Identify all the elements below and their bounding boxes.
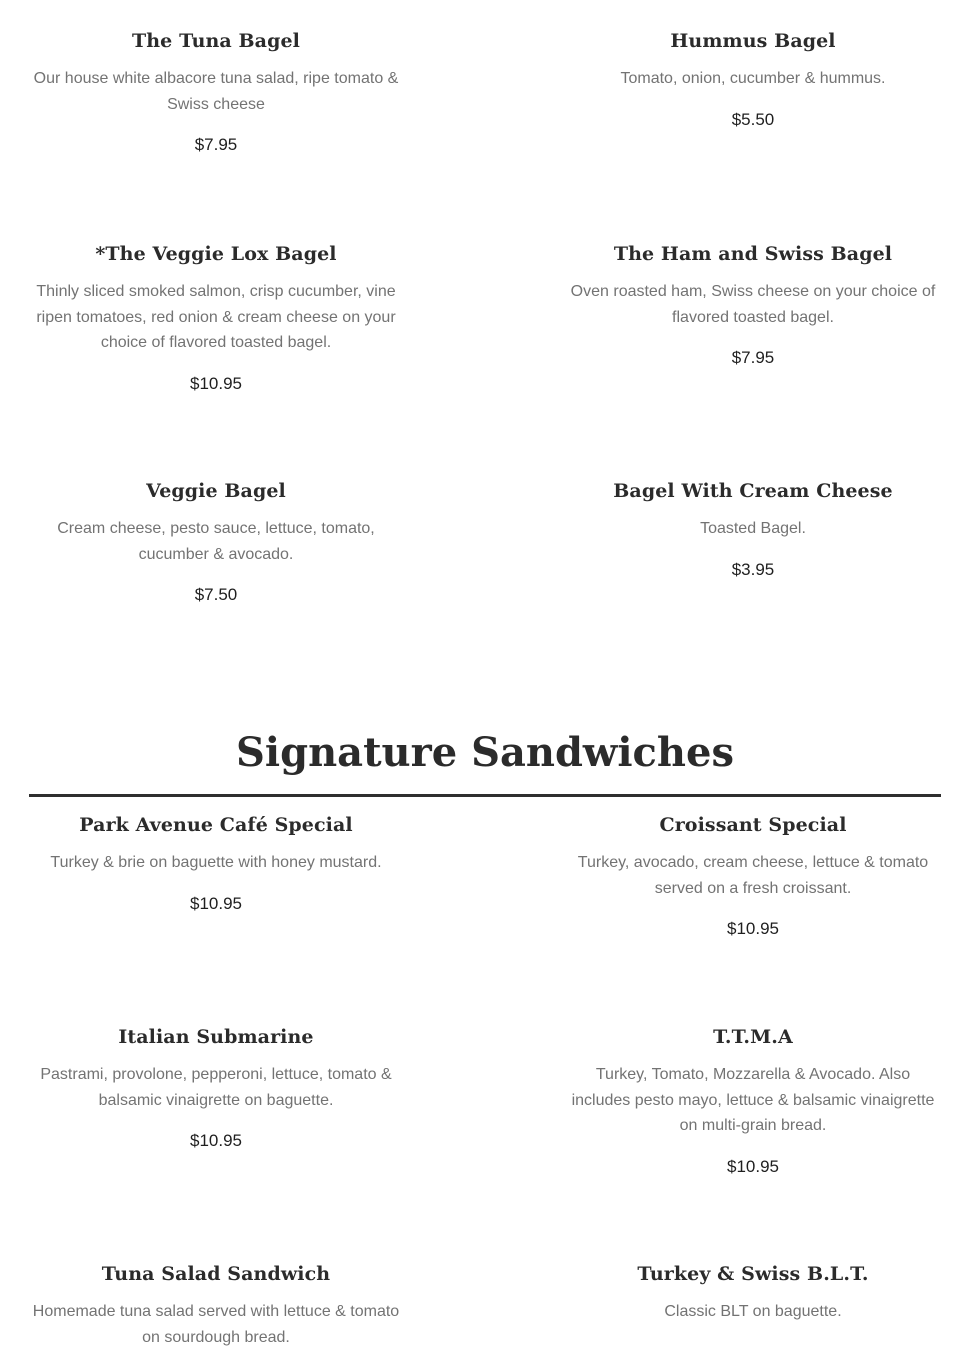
menu-item-description: Pastrami, provolone, pepperoni, lettuce, tomato & balsamic vinaigrette on baguette. [40,1066,392,1109]
menu-item-name: The Ham and Swiss Bagel [613,243,893,265]
menu-item-price: $10.95 [190,1131,242,1150]
section-title: Signature Sandwiches [236,729,734,776]
menu-item-name: Veggie Bagel [146,480,286,502]
menu-item [563,812,943,941]
menu-item-price: $7.95 [731,348,775,367]
menu-item [26,1024,406,1153]
menu-item-price: $10.95 [727,919,779,938]
menu-item-name: Hummus Bagel [670,30,836,52]
menu-item-name: The Tuna Bagel [132,30,300,52]
menu-item [563,28,943,132]
menu-item-price: $5.50 [731,109,775,129]
menu-item [26,28,406,157]
menu-item [563,1261,943,1325]
menu-item-description: Classic BLT on baguette. [664,1303,842,1320]
menu-item-price: $10.95 [727,1156,779,1176]
menu-item-price: $7.95 [194,135,238,154]
menu-item-description: Turkey, Tomato, Mozzarella & Avocado. Also includes pesto mayo, lettuce & balsamic vinaigrette on multi-grain bread. [571,1066,935,1134]
menu-item-price: $10.95 [190,893,242,913]
section-divider [29,794,941,797]
menu-item-price: $7.50 [194,585,238,604]
menu-item-name: *The Veggie Lox Bagel [95,243,337,265]
menu-item-description: Cream cheese, pesto sauce, lettuce, tomato, cucumber & avocado. [57,520,375,563]
menu-item-description: Our house white albacore tuna salad, ripe tomato & Swiss cheese [33,70,399,113]
menu-item [26,1261,406,1350]
menu-item-name: Turkey & Swiss B.L.T. [637,1263,869,1285]
menu-item [563,478,943,582]
menu-item-description: Turkey, avocado, cream cheese, lettuce & tomato served on a fresh croissant. [577,854,929,897]
menu-item-price: $3.95 [731,559,775,579]
menu-item-name: Tuna Salad Sandwich [101,1263,331,1285]
menu-item-description: Homemade tuna salad served with lettuce & tomato on sourdough bread. [32,1303,400,1346]
menu-item [26,241,406,396]
menu-item-name: T.T.M.A [713,1026,793,1048]
menu-item-description: Toasted Bagel. [700,520,806,537]
menu-item-description: Turkey & brie on baguette with honey mustard. [50,854,382,871]
menu-item-name: Bagel With Cream Cheese [613,480,893,502]
menu-item-description: Thinly sliced smoked salmon, crisp cucumber, vine ripen tomatoes, red onion & cream cheese on your choice of flavored toasted bagel. [36,283,396,351]
menu-item-name: Park Avenue Café Special [79,814,353,836]
menu-item-name: Italian Submarine [118,1026,314,1048]
menu-item [26,812,406,916]
menu-item-description: Tomato, onion, cucumber & hummus. [620,70,886,87]
menu-item-name: Croissant Special [659,814,847,836]
menu-item-price: $10.95 [190,373,242,393]
menu-item [563,241,943,370]
menu-item [26,478,406,607]
menu-item [563,1024,943,1179]
menu-item-description: Oven roasted ham, Swiss cheese on your choice of flavored toasted bagel. [570,283,936,326]
